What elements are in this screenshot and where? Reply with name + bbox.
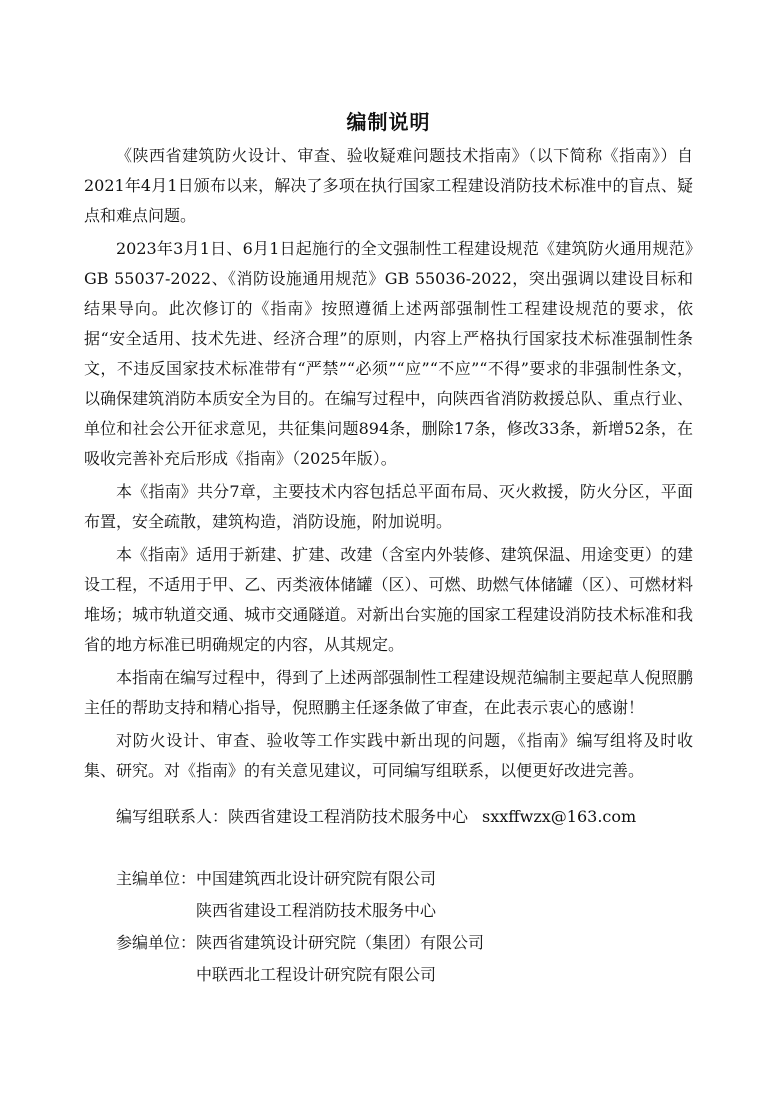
unit-row bbox=[116, 960, 484, 992]
unit-name: 陕西省建设工程消防技术服务中心 bbox=[196, 901, 437, 920]
paragraph-revision: 2023年3月1日、6月1日起施行的全文强制性工程建设规范《建筑防火通用规范》GB 55037-2022、《消防设施通用规范》GB 55036-2022，突出强调以建设目标和结果导向。此次修订的《指南》按照遵循上述两部强制性工程建设规范的要求，依据“安全适用、技术先进、经济合理”的原则，内容上严格执行国家技术标准强制性条文，不违反国家技术标准带有“严禁”“必须”“应”“不应”“不得”要求的非强制性条文，以确保建筑消防本质安全为目的。在编写过程中，向陕西省消防救援总队、重点行业、单位和社会公开征求意见，共征集问题894条，删除17条，修改33条，新增52条，在吸收完善补充后形成《指南》（2025年版）。 bbox=[84, 239, 693, 468]
unit-name: 中国建筑西北设计研究院有限公司 bbox=[196, 869, 437, 888]
paragraph-chapters: 本《指南》共分7章，主要技术内容包括总平面布局、灭火救援，防火分区，平面布置，安全疏散，建筑构造，消防设施，附加说明。 bbox=[84, 482, 693, 531]
unit-row bbox=[116, 928, 484, 960]
paragraph-acknowledgement: 本指南在编写过程中，得到了上述两部强制性工程建设规范编制主要起草人倪照鹏主任的帮助支持和精心指导，倪照鹏主任逐条做了审查，在此表示衷心的感谢！ bbox=[84, 668, 693, 717]
contact-label: 编写组联系人：陕西省建设工程消防技术服务中心 bbox=[116, 807, 469, 826]
unit-label-chief: 主编单位： bbox=[116, 869, 197, 888]
unit-label-participating: 参编单位： bbox=[116, 933, 197, 952]
unit-name: 陕西省建筑设计研究院（集团）有限公司 bbox=[196, 933, 485, 952]
editing-units bbox=[116, 864, 484, 992]
paragraph-intro: 《陕西省建筑防火设计、审查、验收疑难问题技术指南》（以下简称《指南》）自2021年4月1日颁布以来，解决了多项在执行国家工程建设消防技术标准中的盲点、疑点和难点问题。 bbox=[84, 146, 693, 225]
paragraph-scope: 本《指南》适用于新建、扩建、改建（含室内外装修、建筑保温、用途变更）的建设工程，不适用于甲、乙、丙类液体储罐（区）、可燃、助燃气体储罐（区）、可燃材料堆场；城市轨道交通、城市交通隧道。对新出台实施的国家工程建设消防技术标准和我省的地方标准已明确规定的内容，从其规定。 bbox=[84, 545, 693, 654]
unit-name: 中联西北工程设计研究院有限公司 bbox=[196, 965, 437, 984]
contact-email: sxxffwzx@163.com bbox=[482, 807, 637, 826]
page-title: 编制说明 bbox=[346, 110, 431, 134]
contact-line bbox=[116, 802, 636, 832]
unit-row bbox=[116, 864, 484, 896]
document-body bbox=[84, 141, 693, 789]
paragraph-feedback: 对防火设计、审查、验收等工作实践中新出现的问题，《指南》编写组将及时收集、研究。对《指南》的有关意见建议，可同编写组联系，以便更好改进完善。 bbox=[84, 731, 693, 780]
unit-row bbox=[116, 896, 484, 928]
